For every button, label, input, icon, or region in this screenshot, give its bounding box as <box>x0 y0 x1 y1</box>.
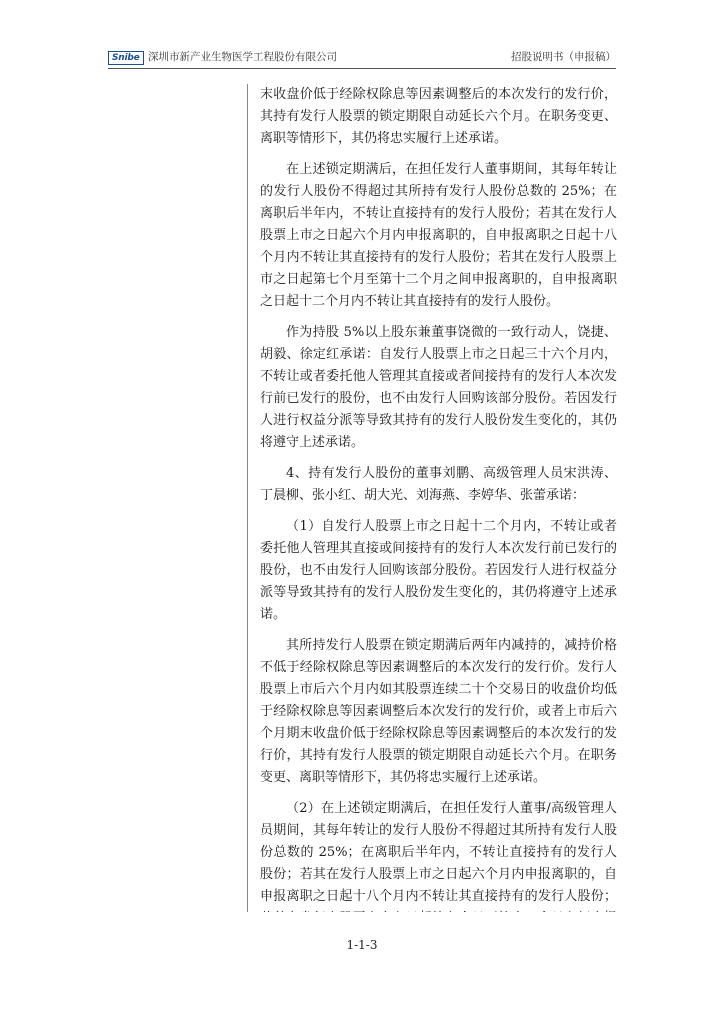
body-text <box>247 84 617 912</box>
paragraph: 其所持发行人股票在锁定期满后两年内减持的，减持价格不低于经除权除息等因素调整后的本次发行的发行价。发行人股票上市后六个月内如其股票连续二十个交易日的收盘价均低于经除权除息等因素调整后本次发行的发行价，或者上市后六个月期末收盘价低于经除权除息等因素调整后的本次发行的发行价，其持有发行人股票的锁定期限自动延长六个月。在职务变更、离职等情形下，其仍将忠实履行上述承诺。 <box>260 638 617 785</box>
page-header <box>108 50 616 68</box>
paragraph: 末收盘价低于经除权除息等因素调整后的本次发行的发行价，其持有发行人股票的锁定期限自动延长六个月。在职务变更、离职等情形下，其仍将忠实履行上述承诺。 <box>260 87 617 146</box>
paragraph: 在上述锁定期满后，在担任发行人董事期间，其每年转让的发行人股份不得超过其所持有发行人股份总数的 25%；在离职后半年内，不转让直接持有的发行人股份；若其在发行人股票上市之日起六个月内申报离职的，自申报离职之日起十八个月内不转让其直接持有的发行人股份；若其在发行人股票上市之日起第七个月至第十二个月之间申报离职的，自申报离职之日起十二个月内不转让其直接持有的发行人股份。 <box>260 162 617 309</box>
header-divider <box>108 68 616 69</box>
paragraph: （1）自发行人股票上市之日起十二个月内，不转让或者委托他人管理其直接或间接持有的发行人本次发行前已发行的股份，也不由发行人回购该部分股份。若因发行人进行权益分派等导致其持有的发行人股份发生变化的，其仍将遵守上述承诺。 <box>260 519 617 622</box>
paragraph: 4、持有发行人股份的董事刘鹏、高级管理人员宋洪涛、丁晨柳、张小红、胡大光、刘海燕、李婷华、张蕾承诺： <box>260 466 617 503</box>
document-title: 招股说明书（申报稿） <box>511 51 616 63</box>
page-number: 1-1-3 <box>346 938 378 952</box>
paragraph: （2）在上述锁定期满后，在担任发行人董事/高级管理人员期间，其每年转让的发行人股份不得超过其所持有发行人股份总数的 25%；在离职后半年内，不转让直接持有的发行人股份；若其在发行人股票上市之日起六个月内申报离职的，自申报离职之日起十八个月内不转让其直接持有的发行人股份； <box>260 801 617 904</box>
paragraph: 作为持股 5%以上股东兼董事饶微的一致行动人，饶捷、胡毅、徐定红承诺：自发行人股票上市之日起三十六个月内，不转让或者委托他人管理其直接或者间接持有的发行人本次发行前已发行的股份，也不由发行人回购该部分股份。若因发行人进行权益分派等导致其持有的发行人股份发生变化的，其仍将遵守上述承诺。 <box>260 325 617 450</box>
company-logo: Snibe <box>108 51 144 65</box>
company-name: 深圳市新产业生物医学工程股份有限公司 <box>148 51 337 63</box>
